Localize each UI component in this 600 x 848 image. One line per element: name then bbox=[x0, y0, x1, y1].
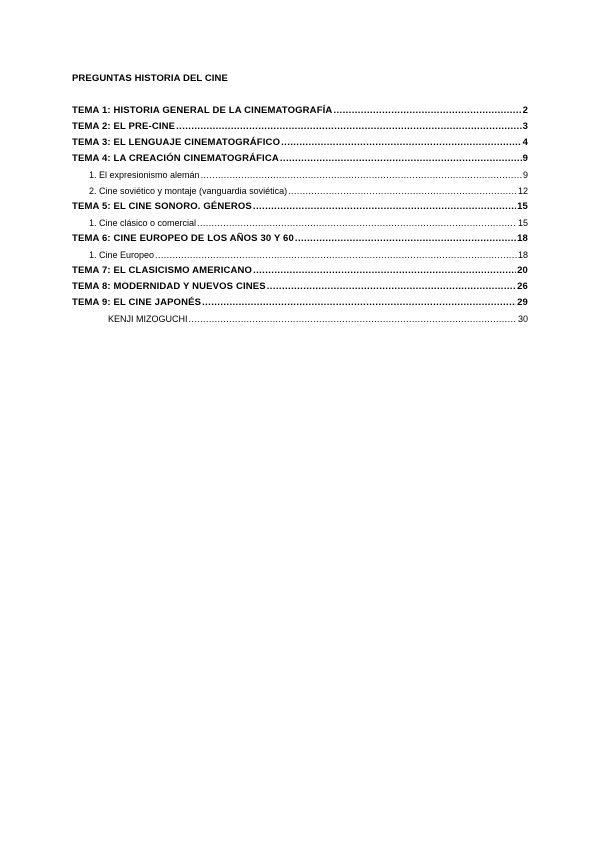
toc-entry-text: KENJI MIZOGUCHI bbox=[108, 314, 188, 324]
toc-entry-text: TEMA 6: CINE EUROPEO DE LOS AÑOS 30 Y 60 bbox=[72, 233, 294, 244]
toc-dot-leader bbox=[295, 231, 516, 247]
toc-page-number: 12 bbox=[517, 186, 528, 196]
toc-entry-kenji-mizoguchi[interactable] bbox=[72, 311, 528, 327]
toc-page-number: 15 bbox=[517, 218, 528, 228]
toc-page-number: 4 bbox=[522, 137, 528, 148]
toc-entry-tema-8[interactable] bbox=[72, 279, 528, 295]
toc-entry-cine-europeo[interactable] bbox=[72, 247, 528, 263]
toc-entry-cine-clasico[interactable] bbox=[72, 215, 528, 231]
toc-entry-tema-4[interactable] bbox=[72, 151, 528, 167]
toc-entry-tema-5[interactable] bbox=[72, 199, 528, 215]
toc-dot-leader bbox=[176, 119, 521, 135]
toc-page-number: 29 bbox=[517, 297, 528, 308]
toc-entry-text: 1. El expresionismo alemán bbox=[89, 170, 200, 180]
toc-dot-leader bbox=[267, 279, 516, 295]
toc-page-number: 9 bbox=[522, 170, 528, 180]
toc-dot-leader bbox=[288, 183, 517, 199]
toc-dot-leader bbox=[155, 247, 517, 263]
toc-entry-text: 2. Cine soviético y montaje (vanguardia soviética) bbox=[89, 186, 288, 196]
toc-page-number: 26 bbox=[517, 281, 528, 292]
toc-entry-text: 1. Cine clásico o comercial bbox=[89, 218, 197, 228]
toc-dot-leader bbox=[201, 167, 522, 183]
toc-entry-text: TEMA 1: HISTORIA GENERAL DE LA CINEMATOGRAFÍA bbox=[72, 105, 333, 116]
toc-entry-tema-2[interactable] bbox=[72, 119, 528, 135]
toc-dot-leader bbox=[202, 295, 516, 311]
toc-entry-tema-3[interactable] bbox=[72, 135, 528, 151]
toc-entry-text: 1. Cine Europeo bbox=[89, 250, 155, 260]
toc-page-number: 18 bbox=[517, 250, 528, 260]
toc-entry-cine-sovietico[interactable] bbox=[72, 183, 528, 199]
toc-entry-tema-9[interactable] bbox=[72, 295, 528, 311]
document-title: PREGUNTAS HISTORIA DEL CINE bbox=[72, 73, 228, 84]
toc-entry-tema-1[interactable] bbox=[72, 103, 528, 119]
toc-entry-text: TEMA 7: EL CLASICISMO AMERICANO bbox=[72, 265, 253, 276]
toc-entry-tema-7[interactable] bbox=[72, 263, 528, 279]
table-of-contents bbox=[72, 103, 528, 327]
toc-entry-text: TEMA 5: EL CINE SONORO. GÉNEROS bbox=[72, 201, 252, 212]
toc-page-number: 30 bbox=[517, 314, 528, 324]
toc-dot-leader bbox=[189, 311, 517, 327]
toc-page-number: 15 bbox=[517, 201, 528, 212]
toc-entry-text: TEMA 3: EL LENGUAJE CINEMATOGRÁFICO bbox=[72, 137, 281, 148]
toc-entry-tema-6[interactable] bbox=[72, 231, 528, 247]
toc-entry-text: TEMA 8: MODERNIDAD Y NUEVOS CINES bbox=[72, 281, 266, 292]
toc-dot-leader bbox=[197, 215, 517, 231]
toc-page-number: 9 bbox=[522, 153, 528, 164]
toc-entry-text: TEMA 9: EL CINE JAPONÉS bbox=[72, 297, 202, 308]
toc-dot-leader bbox=[253, 199, 516, 215]
toc-page-number: 20 bbox=[517, 265, 528, 276]
toc-entry-text: TEMA 4: LA CREACIÓN CINEMATOGRÁFICA bbox=[72, 153, 279, 164]
toc-page-number: 18 bbox=[517, 233, 528, 244]
toc-entry-text: TEMA 2: EL PRE-CINE bbox=[72, 121, 176, 132]
toc-dot-leader bbox=[281, 135, 521, 151]
toc-dot-leader bbox=[333, 103, 521, 119]
toc-entry-expresionismo[interactable] bbox=[72, 167, 528, 183]
toc-dot-leader bbox=[280, 151, 522, 167]
toc-page-number: 2 bbox=[522, 105, 528, 116]
toc-dot-leader bbox=[253, 263, 516, 279]
toc-page-number: 3 bbox=[522, 121, 528, 132]
